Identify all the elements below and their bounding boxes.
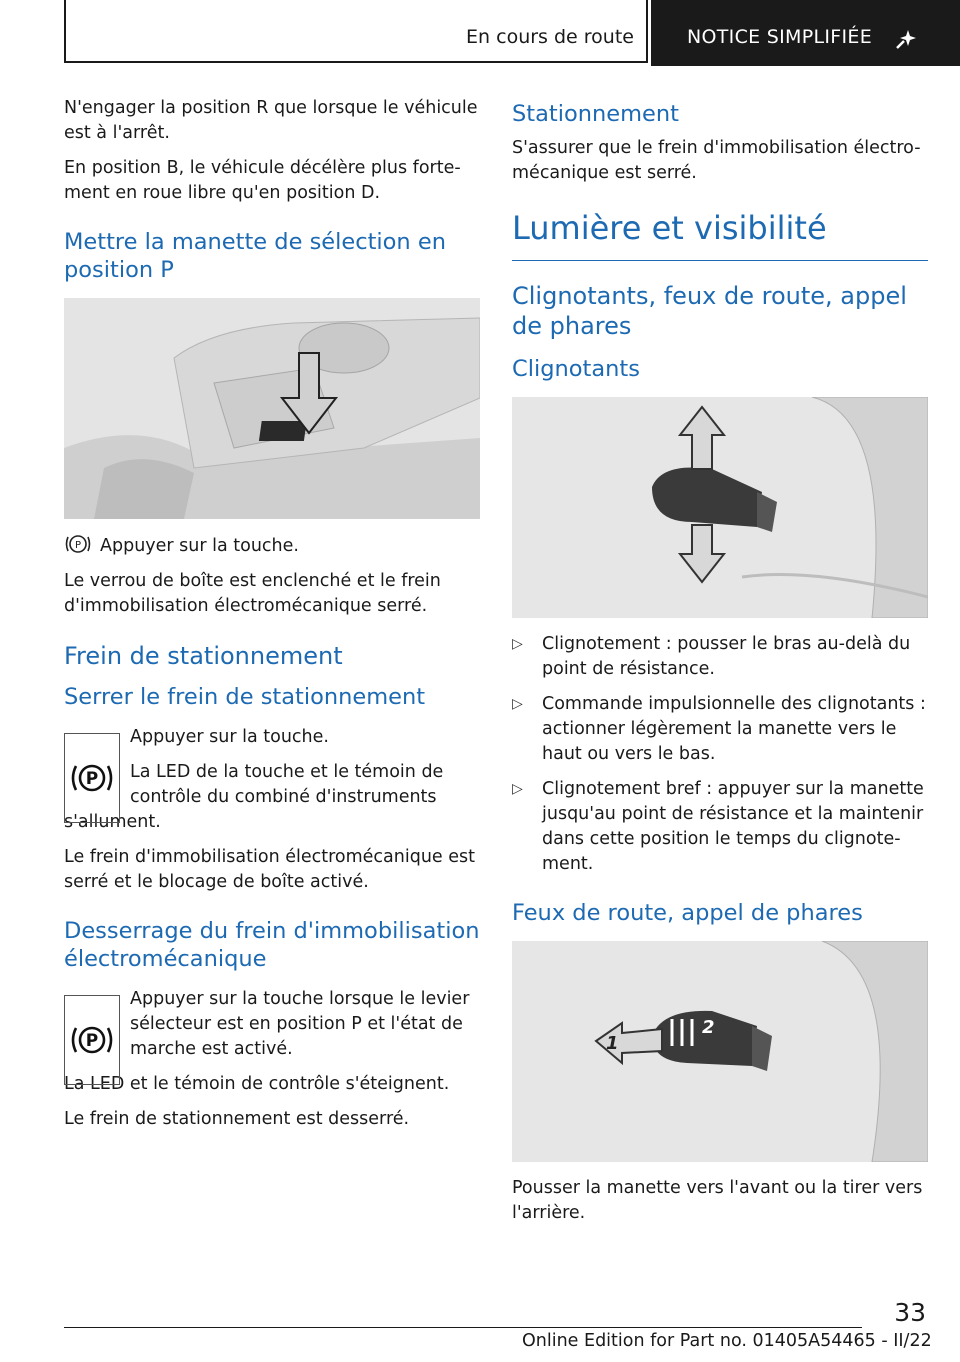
page-number: 33	[894, 1298, 926, 1327]
list-item	[512, 632, 928, 682]
apply-text-2: La LED de la touche et le témoin de contrôle du combiné d'instruments	[130, 762, 444, 807]
paragraph-position-b: En position B, le véhicule décélère plus forte-ment en roue libre qu'en position D.	[64, 158, 461, 203]
high-beam-image	[512, 941, 928, 1162]
page-header	[0, 0, 960, 66]
heading-parking-brake: Frein de stationnement	[64, 642, 343, 670]
paragraph-station: S'assurer que le frein d'immobilisation électro-mécanique est serré.	[512, 138, 921, 183]
turn-signal-list	[512, 632, 928, 877]
parking-brake-icon-box	[64, 733, 120, 823]
release-text-1: Appuyer sur la touche lorsque le levier sélecteur est en position P et l'état de marche est activé.	[130, 989, 470, 1059]
bullet-triangle-icon: ▷	[512, 781, 523, 797]
heading-high-beam: Feux de route, appel de phares	[512, 900, 863, 926]
heading-signals: Clignotants, feux de route, appel de phares	[512, 282, 907, 340]
heading-apply-brake: Serrer le frein de stationnement	[64, 684, 426, 710]
apply-text-4: Le frein d'immobilisation électromécanique est serré et le blocage de boîte activé.	[64, 847, 476, 892]
list-item-text: Clignotement bref : appuyer sur la manette jusqu'au point de résistance et la maintenir dans cette position le temps du clignote-ment.	[542, 779, 924, 874]
apply-text-3: s'allument.	[64, 812, 161, 832]
chapter-tab-label: NOTICE SIMPLIFIÉE	[687, 26, 873, 48]
bullet-triangle-icon: ▷	[512, 696, 523, 712]
list-item-text: Commande impulsionnelle des clignotants : actionner légèrement la manette vers le haut ou vers le bas.	[542, 694, 926, 764]
heading-turn-signals: Clignotants	[512, 356, 640, 382]
footer-edition: Online Edition for Part no. 01405A54465 - II/22	[522, 1331, 932, 1351]
svg-text:P: P	[85, 1031, 99, 1051]
apply-text-1: Appuyer sur la touche.	[130, 727, 329, 747]
chapter-tab[interactable]	[651, 0, 960, 66]
image-label-2: 2	[702, 1017, 715, 1038]
bullet-triangle-icon: ▷	[512, 636, 523, 652]
release-block	[64, 987, 480, 1062]
svg-text:P: P	[74, 540, 82, 551]
apply-block	[64, 725, 480, 810]
footer-rule	[64, 1327, 862, 1328]
gear-selector-image	[64, 298, 480, 519]
p-button-line	[64, 533, 480, 559]
image-label-1: 1	[606, 1033, 619, 1054]
paragraph-high-beam: Pousser la manette vers l'avant ou la tirer vers l'arrière.	[512, 1178, 923, 1223]
svg-text:P: P	[85, 769, 99, 789]
paragraph-reverse: N'engager la position R que lorsque le véhicule est à l'arrêt.	[64, 98, 478, 143]
release-text-3: Le frein de stationnement est desserré.	[64, 1109, 410, 1129]
sparkle-icon	[894, 28, 920, 50]
parking-brake-icon	[69, 1022, 115, 1058]
p-button-text: Appuyer sur la touche.	[100, 536, 299, 556]
list-item	[512, 777, 928, 877]
section-title: En cours de route	[466, 26, 634, 48]
heading-select-p: Mettre la manette de sélection en position P	[64, 229, 446, 283]
heading-stationnement: Stationnement	[512, 101, 679, 127]
turn-signal-image	[512, 397, 928, 618]
right-column	[512, 96, 928, 1236]
release-text-2: La LED et le témoin de contrôle s'éteignent.	[64, 1074, 450, 1094]
parking-brake-icon-box-2	[64, 995, 120, 1085]
list-item-text: Clignotement : pousser le bras au-delà du point de résistance.	[542, 634, 911, 679]
heading-release: Desserrage du frein d'immobilisation électromécanique	[64, 918, 480, 972]
parking-p-icon	[64, 533, 92, 555]
heading-light-visibility: Lumière et visibilité	[512, 208, 928, 261]
parking-brake-icon	[69, 760, 115, 796]
list-item	[512, 692, 928, 767]
left-column	[64, 96, 480, 1142]
paragraph-lock: Le verrou de boîte est enclenché et le frein d'immobilisation électromécanique serré.	[64, 571, 441, 616]
